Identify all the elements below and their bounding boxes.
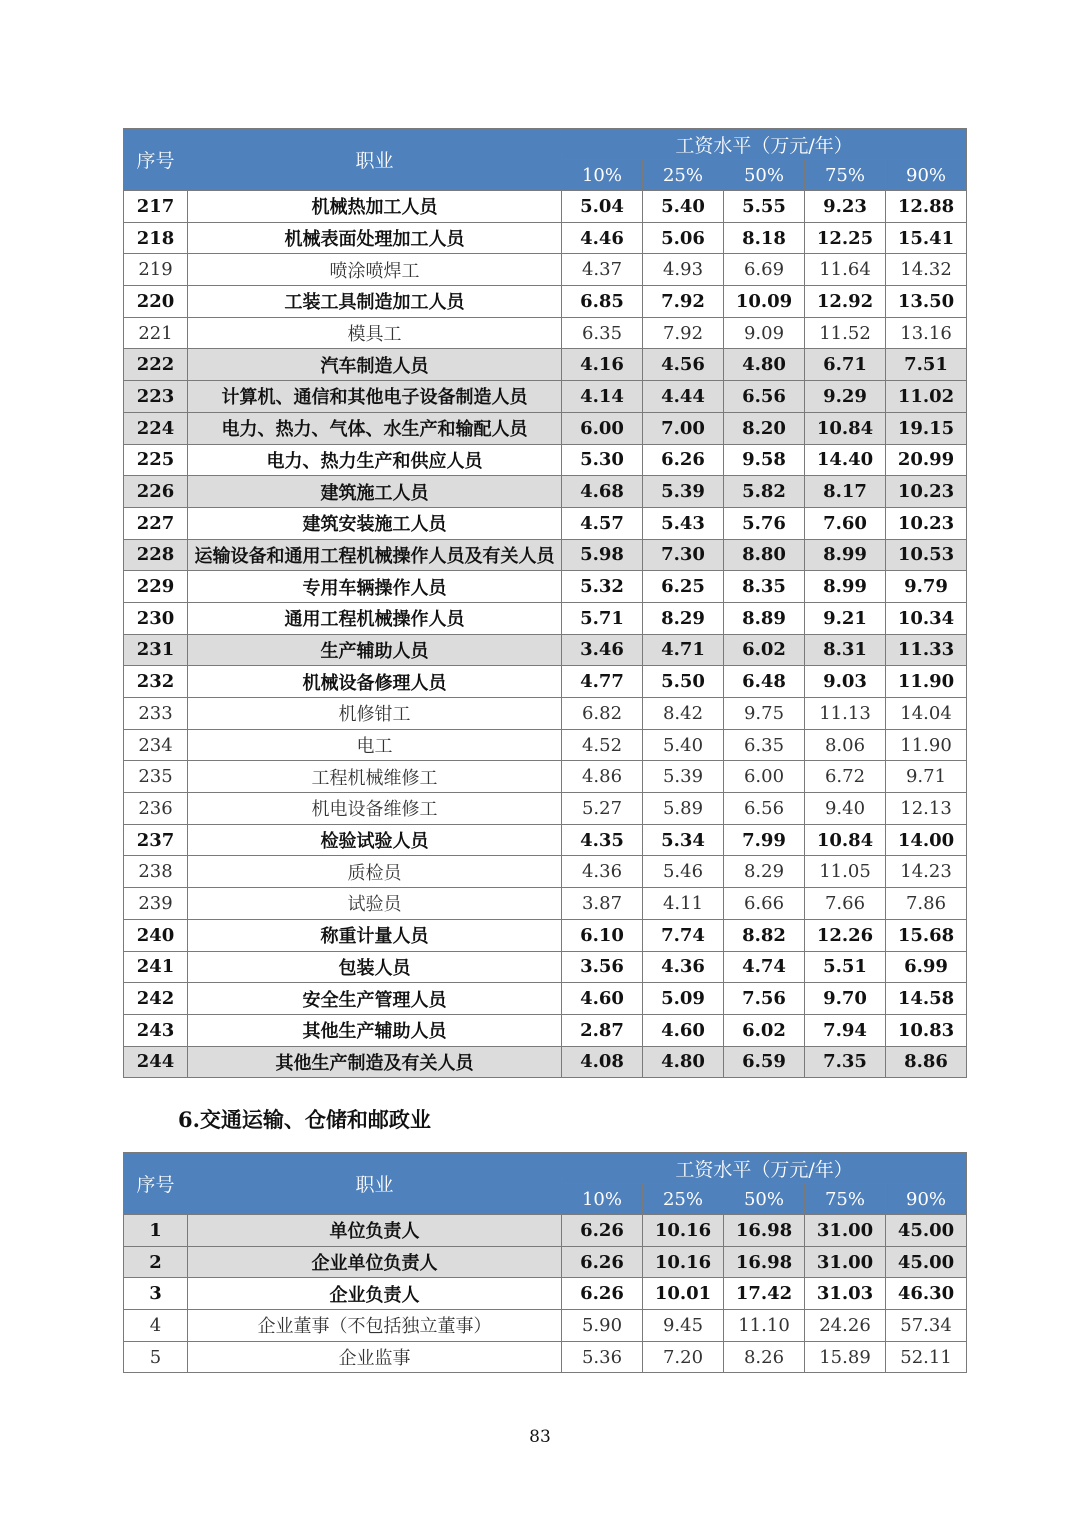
header-serial-no: 序号 [124, 129, 188, 191]
cell-serial-no: 3 [124, 1278, 188, 1310]
cell-wage-p25: 6.26 [643, 444, 724, 476]
cell-wage-p75: 6.71 [805, 349, 886, 381]
cell-wage-p10: 4.52 [562, 729, 643, 761]
cell-wage-p10: 3.56 [562, 951, 643, 983]
cell-wage-p25: 8.29 [643, 602, 724, 634]
cell-wage-p75: 7.60 [805, 507, 886, 539]
table-row [124, 951, 967, 983]
cell-wage-p10: 6.00 [562, 412, 643, 444]
table-row [124, 824, 967, 856]
header-p25: 25% [643, 1184, 724, 1215]
cell-serial-no: 241 [124, 951, 188, 983]
header-p25: 25% [643, 160, 724, 191]
cell-wage-p75: 31.00 [805, 1215, 886, 1247]
cell-wage-p90: 14.32 [886, 254, 967, 286]
cell-wage-p25: 4.93 [643, 254, 724, 286]
cell-wage-p10: 5.90 [562, 1310, 643, 1342]
cell-wage-p75: 8.31 [805, 634, 886, 666]
cell-wage-p75: 5.51 [805, 951, 886, 983]
cell-wage-p50: 6.35 [724, 729, 805, 761]
cell-serial-no: 233 [124, 698, 188, 730]
cell-wage-p25: 7.74 [643, 919, 724, 951]
cell-wage-p25: 6.25 [643, 571, 724, 603]
cell-wage-p90: 13.50 [886, 286, 967, 318]
table-row [124, 381, 967, 413]
table-row [124, 317, 967, 349]
cell-wage-p75: 9.70 [805, 983, 886, 1015]
cell-wage-p50: 6.66 [724, 888, 805, 920]
cell-occupation: 机械设备修理人员 [188, 666, 562, 698]
cell-wage-p50: 4.80 [724, 349, 805, 381]
cell-occupation: 机电设备维修工 [188, 793, 562, 825]
header-p10: 10% [562, 160, 643, 191]
cell-wage-p50: 16.98 [724, 1215, 805, 1247]
table-header [124, 1153, 967, 1215]
cell-wage-p10: 5.98 [562, 539, 643, 571]
cell-wage-p90: 14.00 [886, 824, 967, 856]
cell-wage-p25: 10.16 [643, 1215, 724, 1247]
header-p50: 50% [724, 160, 805, 191]
header-p75: 75% [805, 1184, 886, 1215]
cell-wage-p50: 6.02 [724, 1014, 805, 1046]
cell-serial-no: 220 [124, 286, 188, 318]
cell-wage-p90: 11.90 [886, 729, 967, 761]
table-row [124, 1215, 967, 1247]
cell-occupation: 汽车制造人员 [188, 349, 562, 381]
cell-wage-p10: 4.68 [562, 476, 643, 508]
cell-occupation: 模具工 [188, 317, 562, 349]
cell-wage-p75: 24.26 [805, 1310, 886, 1342]
cell-serial-no: 236 [124, 793, 188, 825]
cell-wage-p90: 12.88 [886, 191, 967, 223]
cell-wage-p90: 10.34 [886, 602, 967, 634]
cell-wage-p25: 4.11 [643, 888, 724, 920]
cell-occupation: 企业董事（不包括独立董事） [188, 1310, 562, 1342]
cell-serial-no: 225 [124, 444, 188, 476]
cell-wage-p75: 7.66 [805, 888, 886, 920]
cell-wage-p25: 7.30 [643, 539, 724, 571]
cell-wage-p10: 4.35 [562, 824, 643, 856]
cell-wage-p25: 5.09 [643, 983, 724, 1015]
cell-serial-no: 4 [124, 1310, 188, 1342]
cell-serial-no: 227 [124, 507, 188, 539]
cell-serial-no: 243 [124, 1014, 188, 1046]
cell-wage-p90: 15.41 [886, 222, 967, 254]
cell-serial-no: 221 [124, 317, 188, 349]
cell-wage-p90: 45.00 [886, 1215, 967, 1247]
cell-wage-p10: 6.85 [562, 286, 643, 318]
cell-occupation: 机械热加工人员 [188, 191, 562, 223]
table-row [124, 1046, 967, 1078]
table-body [124, 191, 967, 1078]
cell-wage-p10: 4.77 [562, 666, 643, 698]
cell-wage-p90: 8.86 [886, 1046, 967, 1078]
cell-wage-p75: 8.99 [805, 571, 886, 603]
cell-occupation: 建筑安装施工人员 [188, 507, 562, 539]
cell-wage-p50: 8.29 [724, 856, 805, 888]
cell-wage-p25: 5.34 [643, 824, 724, 856]
cell-wage-p75: 15.89 [805, 1341, 886, 1373]
cell-wage-p90: 10.83 [886, 1014, 967, 1046]
cell-wage-p75: 8.17 [805, 476, 886, 508]
cell-wage-p50: 17.42 [724, 1278, 805, 1310]
cell-wage-p50: 5.55 [724, 191, 805, 223]
cell-wage-p90: 10.23 [886, 507, 967, 539]
cell-serial-no: 217 [124, 191, 188, 223]
cell-serial-no: 239 [124, 888, 188, 920]
cell-wage-p75: 10.84 [805, 412, 886, 444]
cell-serial-no: 234 [124, 729, 188, 761]
cell-wage-p10: 4.57 [562, 507, 643, 539]
cell-occupation: 工装工具制造加工人员 [188, 286, 562, 318]
cell-wage-p90: 45.00 [886, 1246, 967, 1278]
cell-serial-no: 222 [124, 349, 188, 381]
cell-wage-p50: 9.75 [724, 698, 805, 730]
cell-occupation: 建筑施工人员 [188, 476, 562, 508]
table-row [124, 729, 967, 761]
cell-wage-p10: 6.82 [562, 698, 643, 730]
table-row [124, 412, 967, 444]
header-p90: 90% [886, 160, 967, 191]
cell-wage-p50: 10.09 [724, 286, 805, 318]
cell-occupation: 其他生产制造及有关人员 [188, 1046, 562, 1078]
cell-wage-p75: 8.06 [805, 729, 886, 761]
cell-wage-p75: 7.94 [805, 1014, 886, 1046]
section-title: 6.交通运输、仓储和邮政业 [178, 1107, 431, 1132]
header-occupation: 职业 [188, 129, 562, 191]
cell-serial-no: 224 [124, 412, 188, 444]
table-row [124, 856, 967, 888]
cell-serial-no: 228 [124, 539, 188, 571]
cell-wage-p25: 4.80 [643, 1046, 724, 1078]
cell-wage-p75: 31.03 [805, 1278, 886, 1310]
cell-wage-p75: 10.84 [805, 824, 886, 856]
cell-wage-p90: 9.71 [886, 761, 967, 793]
cell-wage-p75: 7.35 [805, 1046, 886, 1078]
cell-wage-p50: 7.99 [724, 824, 805, 856]
cell-wage-p25: 7.20 [643, 1341, 724, 1373]
cell-serial-no: 238 [124, 856, 188, 888]
table-row [124, 919, 967, 951]
cell-serial-no: 235 [124, 761, 188, 793]
table-row [124, 571, 967, 603]
cell-wage-p90: 52.11 [886, 1341, 967, 1373]
cell-serial-no: 244 [124, 1046, 188, 1078]
cell-wage-p90: 13.16 [886, 317, 967, 349]
cell-wage-p50: 8.80 [724, 539, 805, 571]
cell-occupation: 通用工程机械操作人员 [188, 602, 562, 634]
cell-wage-p90: 20.99 [886, 444, 967, 476]
cell-wage-p10: 5.71 [562, 602, 643, 634]
cell-wage-p25: 5.40 [643, 729, 724, 761]
table-row [124, 888, 967, 920]
cell-wage-p25: 5.06 [643, 222, 724, 254]
cell-wage-p10: 5.27 [562, 793, 643, 825]
cell-wage-p10: 6.10 [562, 919, 643, 951]
cell-wage-p90: 15.68 [886, 919, 967, 951]
cell-wage-p10: 5.32 [562, 571, 643, 603]
cell-wage-p75: 12.92 [805, 286, 886, 318]
cell-serial-no: 237 [124, 824, 188, 856]
header-occupation: 职业 [188, 1153, 562, 1215]
cell-wage-p50: 8.89 [724, 602, 805, 634]
table-row [124, 983, 967, 1015]
cell-occupation: 企业单位负责人 [188, 1246, 562, 1278]
cell-serial-no: 242 [124, 983, 188, 1015]
cell-wage-p50: 6.59 [724, 1046, 805, 1078]
cell-wage-p90: 14.23 [886, 856, 967, 888]
header-p50: 50% [724, 1184, 805, 1215]
cell-occupation: 检验试验人员 [188, 824, 562, 856]
cell-wage-p50: 11.10 [724, 1310, 805, 1342]
table-row [124, 539, 967, 571]
cell-occupation: 企业监事 [188, 1341, 562, 1373]
cell-serial-no: 232 [124, 666, 188, 698]
table-row [124, 761, 967, 793]
cell-wage-p50: 6.02 [724, 634, 805, 666]
cell-occupation: 机修钳工 [188, 698, 562, 730]
cell-wage-p75: 11.05 [805, 856, 886, 888]
cell-wage-p50: 16.98 [724, 1246, 805, 1278]
cell-wage-p25: 7.00 [643, 412, 724, 444]
cell-wage-p90: 10.53 [886, 539, 967, 571]
cell-serial-no: 219 [124, 254, 188, 286]
cell-wage-p50: 9.58 [724, 444, 805, 476]
cell-wage-p25: 4.71 [643, 634, 724, 666]
cell-occupation: 计算机、通信和其他电子设备制造人员 [188, 381, 562, 413]
table-row [124, 222, 967, 254]
cell-wage-p50: 8.35 [724, 571, 805, 603]
cell-wage-p50: 5.82 [724, 476, 805, 508]
cell-wage-p25: 5.40 [643, 191, 724, 223]
cell-wage-p50: 6.69 [724, 254, 805, 286]
table-row [124, 1341, 967, 1373]
cell-wage-p25: 5.89 [643, 793, 724, 825]
cell-occupation: 质检员 [188, 856, 562, 888]
cell-occupation: 单位负责人 [188, 1215, 562, 1247]
cell-wage-p10: 5.30 [562, 444, 643, 476]
cell-wage-p75: 8.99 [805, 539, 886, 571]
cell-occupation: 其他生产辅助人员 [188, 1014, 562, 1046]
cell-serial-no: 218 [124, 222, 188, 254]
cell-wage-p25: 5.39 [643, 761, 724, 793]
cell-wage-p75: 11.13 [805, 698, 886, 730]
cell-wage-p10: 4.37 [562, 254, 643, 286]
cell-wage-p75: 14.40 [805, 444, 886, 476]
header-p90: 90% [886, 1184, 967, 1215]
header-wage-level: 工资水平（万元/年） [562, 129, 967, 160]
cell-wage-p25: 7.92 [643, 317, 724, 349]
cell-occupation: 专用车辆操作人员 [188, 571, 562, 603]
cell-wage-p50: 6.56 [724, 793, 805, 825]
cell-serial-no: 223 [124, 381, 188, 413]
cell-wage-p75: 9.23 [805, 191, 886, 223]
cell-wage-p90: 9.79 [886, 571, 967, 603]
table-row [124, 1278, 967, 1310]
cell-occupation: 试验员 [188, 888, 562, 920]
table-row [124, 1246, 967, 1278]
cell-wage-p50: 6.00 [724, 761, 805, 793]
cell-wage-p10: 4.46 [562, 222, 643, 254]
cell-wage-p10: 6.26 [562, 1215, 643, 1247]
cell-wage-p90: 11.02 [886, 381, 967, 413]
cell-wage-p75: 12.26 [805, 919, 886, 951]
cell-wage-p90: 7.86 [886, 888, 967, 920]
cell-wage-p50: 8.20 [724, 412, 805, 444]
cell-wage-p25: 5.46 [643, 856, 724, 888]
cell-serial-no: 2 [124, 1246, 188, 1278]
cell-wage-p10: 4.08 [562, 1046, 643, 1078]
table-row [124, 793, 967, 825]
cell-wage-p25: 4.44 [643, 381, 724, 413]
table-row [124, 602, 967, 634]
cell-wage-p50: 7.56 [724, 983, 805, 1015]
cell-wage-p75: 9.40 [805, 793, 886, 825]
cell-wage-p90: 46.30 [886, 1278, 967, 1310]
cell-occupation: 包装人员 [188, 951, 562, 983]
cell-wage-p10: 3.46 [562, 634, 643, 666]
cell-wage-p75: 9.29 [805, 381, 886, 413]
header-serial-no: 序号 [124, 1153, 188, 1215]
cell-wage-p10: 2.87 [562, 1014, 643, 1046]
cell-serial-no: 240 [124, 919, 188, 951]
header-p75: 75% [805, 160, 886, 191]
table-row [124, 698, 967, 730]
cell-wage-p75: 9.03 [805, 666, 886, 698]
cell-occupation: 电力、热力、气体、水生产和输配人员 [188, 412, 562, 444]
cell-wage-p10: 4.86 [562, 761, 643, 793]
cell-wage-p10: 3.87 [562, 888, 643, 920]
cell-wage-p90: 7.51 [886, 349, 967, 381]
table-row [124, 349, 967, 381]
table-row [124, 444, 967, 476]
cell-occupation: 企业负责人 [188, 1278, 562, 1310]
cell-wage-p50: 6.48 [724, 666, 805, 698]
cell-occupation: 喷涂喷焊工 [188, 254, 562, 286]
cell-wage-p90: 57.34 [886, 1310, 967, 1342]
cell-wage-p10: 6.35 [562, 317, 643, 349]
cell-occupation: 安全生产管理人员 [188, 983, 562, 1015]
cell-wage-p10: 5.04 [562, 191, 643, 223]
table-row [124, 1014, 967, 1046]
cell-wage-p90: 14.04 [886, 698, 967, 730]
cell-occupation: 机械表面处理加工人员 [188, 222, 562, 254]
cell-wage-p10: 6.26 [562, 1246, 643, 1278]
cell-wage-p25: 9.45 [643, 1310, 724, 1342]
table-row [124, 666, 967, 698]
cell-wage-p25: 5.39 [643, 476, 724, 508]
table-row [124, 191, 967, 223]
wage-table-transport [123, 1152, 967, 1373]
wage-table-manufacturing [123, 128, 967, 1078]
cell-occupation: 生产辅助人员 [188, 634, 562, 666]
cell-wage-p10: 4.60 [562, 983, 643, 1015]
table-row [124, 286, 967, 318]
cell-serial-no: 230 [124, 602, 188, 634]
cell-wage-p10: 5.36 [562, 1341, 643, 1373]
cell-wage-p25: 8.42 [643, 698, 724, 730]
cell-wage-p90: 14.58 [886, 983, 967, 1015]
cell-wage-p50: 8.82 [724, 919, 805, 951]
cell-wage-p90: 6.99 [886, 951, 967, 983]
cell-wage-p90: 19.15 [886, 412, 967, 444]
table-row [124, 254, 967, 286]
cell-wage-p25: 4.56 [643, 349, 724, 381]
table-row [124, 507, 967, 539]
cell-wage-p75: 9.21 [805, 602, 886, 634]
header-wage-level: 工资水平（万元/年） [562, 1153, 967, 1184]
cell-wage-p50: 6.56 [724, 381, 805, 413]
cell-wage-p25: 4.36 [643, 951, 724, 983]
cell-wage-p75: 31.00 [805, 1246, 886, 1278]
table-row [124, 1310, 967, 1342]
cell-wage-p50: 8.26 [724, 1341, 805, 1373]
cell-wage-p10: 4.36 [562, 856, 643, 888]
cell-wage-p10: 4.16 [562, 349, 643, 381]
cell-wage-p50: 4.74 [724, 951, 805, 983]
cell-wage-p90: 10.23 [886, 476, 967, 508]
cell-serial-no: 5 [124, 1341, 188, 1373]
cell-occupation: 工程机械维修工 [188, 761, 562, 793]
cell-wage-p75: 12.25 [805, 222, 886, 254]
cell-wage-p90: 12.13 [886, 793, 967, 825]
cell-serial-no: 226 [124, 476, 188, 508]
cell-wage-p90: 11.33 [886, 634, 967, 666]
table-row [124, 634, 967, 666]
cell-wage-p25: 4.60 [643, 1014, 724, 1046]
cell-occupation: 运输设备和通用工程机械操作人员及有关人员 [188, 539, 562, 571]
cell-wage-p50: 9.09 [724, 317, 805, 349]
cell-wage-p25: 5.43 [643, 507, 724, 539]
cell-wage-p25: 10.01 [643, 1278, 724, 1310]
cell-serial-no: 1 [124, 1215, 188, 1247]
cell-occupation: 电工 [188, 729, 562, 761]
cell-wage-p50: 8.18 [724, 222, 805, 254]
cell-wage-p75: 11.52 [805, 317, 886, 349]
cell-wage-p25: 7.92 [643, 286, 724, 318]
cell-serial-no: 229 [124, 571, 188, 603]
cell-serial-no: 231 [124, 634, 188, 666]
cell-occupation: 电力、热力生产和供应人员 [188, 444, 562, 476]
table-row [124, 476, 967, 508]
cell-wage-p90: 11.90 [886, 666, 967, 698]
cell-wage-p25: 5.50 [643, 666, 724, 698]
header-p10: 10% [562, 1184, 643, 1215]
cell-wage-p25: 10.16 [643, 1246, 724, 1278]
cell-wage-p10: 4.14 [562, 381, 643, 413]
cell-wage-p75: 11.64 [805, 254, 886, 286]
cell-occupation: 称重计量人员 [188, 919, 562, 951]
cell-wage-p50: 5.76 [724, 507, 805, 539]
table-header [124, 129, 967, 191]
table-body [124, 1215, 967, 1373]
cell-wage-p10: 6.26 [562, 1278, 643, 1310]
cell-wage-p75: 6.72 [805, 761, 886, 793]
page-number: 83 [529, 1427, 551, 1447]
